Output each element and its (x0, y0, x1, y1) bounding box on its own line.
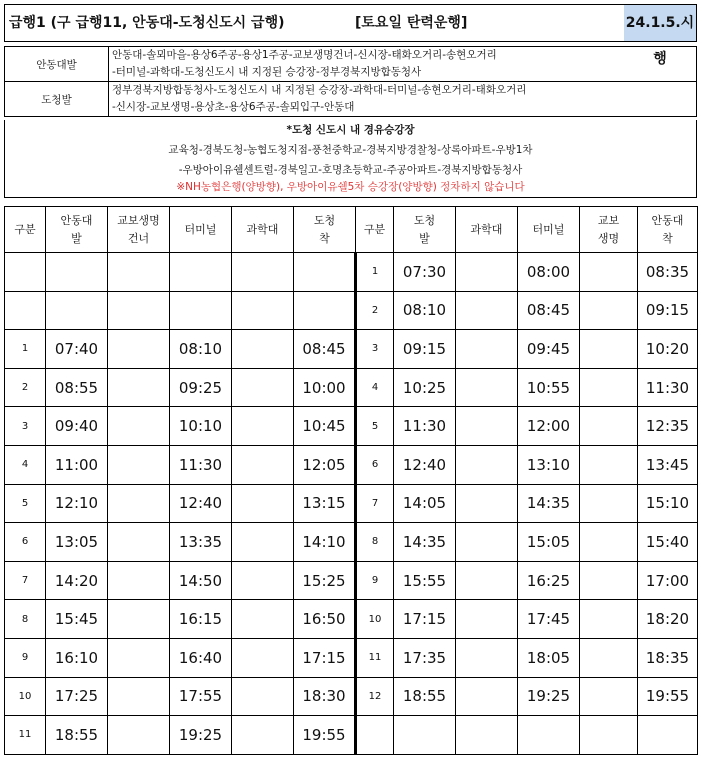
time-cell: 11:30 (394, 407, 456, 446)
time-cell (580, 638, 638, 677)
time-cell: 15:55 (394, 561, 456, 600)
table-row (5, 368, 698, 407)
table-row (5, 484, 698, 523)
time-cell: 12:40 (394, 445, 456, 484)
trip-number-cell: 2 (5, 368, 46, 407)
trip-number-cell: 3 (5, 407, 46, 446)
time-cell: 11:30 (638, 368, 698, 407)
time-cell (518, 716, 580, 755)
time-cell (456, 484, 518, 523)
trip-number-cell (356, 716, 394, 755)
route-row-andong (5, 47, 697, 82)
time-cell (232, 600, 294, 639)
time-cell (456, 600, 518, 639)
time-cell (456, 638, 518, 677)
time-cell (456, 253, 518, 292)
time-cell: 14:10 (294, 523, 356, 562)
time-cell (232, 291, 294, 330)
time-cell (232, 407, 294, 446)
time-cell (108, 716, 170, 755)
table-row (5, 677, 698, 716)
time-cell (170, 253, 232, 292)
trip-number-cell: 11 (356, 638, 394, 677)
time-cell: 10:20 (638, 330, 698, 369)
time-cell (580, 445, 638, 484)
time-cell (456, 407, 518, 446)
trip-number-cell: 7 (356, 484, 394, 523)
table-row (5, 523, 698, 562)
trip-number-cell: 9 (356, 561, 394, 600)
time-cell (46, 253, 108, 292)
time-cell (580, 407, 638, 446)
time-cell: 15:40 (638, 523, 698, 562)
time-cell (580, 484, 638, 523)
time-cell: 11:00 (46, 445, 108, 484)
time-cell: 19:25 (170, 716, 232, 755)
trip-number-cell: 9 (5, 638, 46, 677)
time-cell: 12:35 (638, 407, 698, 446)
time-cell (456, 523, 518, 562)
route-row-docheong (5, 82, 697, 117)
route-title: 급행1 (구 급행11, 안동대-도청신도시 급행) (9, 15, 285, 31)
trip-number-cell: 8 (356, 523, 394, 562)
time-cell: 17:15 (294, 638, 356, 677)
time-cell: 09:45 (518, 330, 580, 369)
trip-number-cell: 3 (356, 330, 394, 369)
time-cell (456, 330, 518, 369)
time-cell: 17:25 (46, 677, 108, 716)
time-cell: 18:35 (638, 638, 698, 677)
time-cell: 09:15 (638, 291, 698, 330)
notes-warning: ※NH농협은행(양방향), 우방아이유쉘5차 승강장(양방향) 정차하지 않습니다 (176, 181, 525, 193)
time-cell: 17:15 (394, 600, 456, 639)
time-cell (108, 484, 170, 523)
time-cell (580, 600, 638, 639)
time-cell: 16:40 (170, 638, 232, 677)
effective-date: 24.1.5.시행 (624, 5, 696, 41)
time-cell: 10:55 (518, 368, 580, 407)
time-cell: 14:50 (170, 561, 232, 600)
trip-number-cell (5, 253, 46, 292)
time-cell: 14:35 (518, 484, 580, 523)
route-descriptions (4, 46, 697, 117)
route-line: 안동대-솔뫼마을-용상6주공-용상1주공-교보생명건너-신시장-태화오거리-송현오거리 (112, 49, 497, 61)
trip-number-cell: 11 (5, 716, 46, 755)
time-cell (108, 291, 170, 330)
column-header (108, 207, 170, 253)
column-header (170, 207, 232, 253)
notes-line: -우방아이유쉘센트럴-경북일고-호명초등학교-주공아파트-경북지방합동청사 (178, 164, 523, 176)
time-cell (108, 677, 170, 716)
column-header-line: 교보 (597, 213, 620, 227)
trip-number-cell: 8 (5, 600, 46, 639)
time-cell: 10:00 (294, 368, 356, 407)
time-cell: 19:55 (638, 677, 698, 716)
column-header-line: 착 (662, 231, 673, 245)
time-cell (456, 677, 518, 716)
time-cell (232, 368, 294, 407)
table-row (5, 600, 698, 639)
time-cell: 10:25 (394, 368, 456, 407)
time-cell (232, 484, 294, 523)
time-cell: 10:45 (294, 407, 356, 446)
notes-line: 교육청-경북도청-농협도청지점-풍천중학교-경북지방경찰청-상록아파트-우방1차 (168, 144, 533, 156)
column-header (294, 207, 356, 253)
time-cell (108, 561, 170, 600)
route-stops (109, 47, 697, 82)
trip-number-cell: 5 (5, 484, 46, 523)
column-header-line: 교보생명 (117, 213, 160, 227)
route-line: -신시장-교보생명-용상초-용상6주공-솔뫼입구-안동대 (112, 101, 355, 113)
time-cell: 15:05 (518, 523, 580, 562)
time-cell: 18:05 (518, 638, 580, 677)
column-header (232, 207, 294, 253)
time-cell: 15:10 (638, 484, 698, 523)
time-cell (456, 368, 518, 407)
column-header-line: 도청 (413, 213, 436, 227)
column-header-line: 안동대 (60, 213, 93, 227)
time-cell (232, 677, 294, 716)
time-cell: 09:15 (394, 330, 456, 369)
time-cell: 08:55 (46, 368, 108, 407)
time-cell: 14:20 (46, 561, 108, 600)
trip-number-cell: 1 (5, 330, 46, 369)
time-cell (580, 368, 638, 407)
route-stops (109, 82, 697, 117)
time-cell: 16:15 (170, 600, 232, 639)
time-cell (580, 253, 638, 292)
time-cell: 15:25 (294, 561, 356, 600)
time-cell (394, 716, 456, 755)
time-cell: 16:25 (518, 561, 580, 600)
time-cell: 13:05 (46, 523, 108, 562)
time-cell (232, 445, 294, 484)
trip-number-cell: 7 (5, 561, 46, 600)
time-cell: 18:55 (46, 716, 108, 755)
time-cell: 08:10 (394, 291, 456, 330)
time-cell (108, 523, 170, 562)
time-cell: 14:35 (394, 523, 456, 562)
column-header (356, 207, 394, 253)
trip-number-cell: 2 (356, 291, 394, 330)
time-cell (108, 253, 170, 292)
time-cell (232, 253, 294, 292)
time-cell (170, 291, 232, 330)
time-cell: 17:00 (638, 561, 698, 600)
time-cell: 08:45 (518, 291, 580, 330)
time-cell (108, 407, 170, 446)
time-cell (108, 330, 170, 369)
trip-number-cell: 6 (356, 445, 394, 484)
time-cell: 13:35 (170, 523, 232, 562)
column-header-line: 구분 (363, 222, 386, 236)
time-cell (232, 523, 294, 562)
time-cell (580, 330, 638, 369)
timetable-grid (4, 206, 698, 755)
time-cell: 13:10 (518, 445, 580, 484)
time-cell: 15:45 (46, 600, 108, 639)
column-header-line: 생명 (597, 231, 620, 245)
time-cell (108, 368, 170, 407)
time-cell (580, 677, 638, 716)
trip-number-cell: 12 (356, 677, 394, 716)
table-row (5, 638, 698, 677)
time-cell: 18:30 (294, 677, 356, 716)
column-header-line: 터미널 (532, 222, 565, 236)
column-header-line: 착 (319, 231, 330, 245)
time-cell: 12:05 (294, 445, 356, 484)
time-cell: 19:25 (518, 677, 580, 716)
column-header-line: 과학대 (246, 222, 279, 236)
time-cell (108, 600, 170, 639)
time-cell: 17:55 (170, 677, 232, 716)
trip-number-cell: 10 (356, 600, 394, 639)
trip-number-cell: 4 (356, 368, 394, 407)
time-cell (108, 638, 170, 677)
column-header-line: 발 (419, 231, 430, 245)
column-header-line: 터미널 (184, 222, 217, 236)
time-cell (456, 445, 518, 484)
column-header-line: 구분 (14, 222, 36, 236)
time-cell (294, 291, 356, 330)
grid-header-row (5, 207, 698, 253)
time-cell (456, 561, 518, 600)
time-cell: 09:40 (46, 407, 108, 446)
column-header (5, 207, 46, 253)
time-cell: 16:10 (46, 638, 108, 677)
time-cell (638, 716, 698, 755)
time-cell (580, 716, 638, 755)
time-cell: 09:25 (170, 368, 232, 407)
time-cell: 10:10 (170, 407, 232, 446)
time-cell (108, 445, 170, 484)
column-header-line: 건너 (127, 231, 150, 245)
time-cell (232, 638, 294, 677)
time-cell: 08:45 (294, 330, 356, 369)
table-row (5, 716, 698, 755)
table-row (5, 291, 698, 330)
time-cell: 12:40 (170, 484, 232, 523)
day-type: [토요일 탄력운행] (355, 15, 468, 31)
column-header (394, 207, 456, 253)
trip-number-cell: 10 (5, 677, 46, 716)
column-header (456, 207, 518, 253)
column-header-line: 발 (71, 231, 82, 245)
time-cell: 17:35 (394, 638, 456, 677)
time-cell (232, 330, 294, 369)
time-cell: 13:45 (638, 445, 698, 484)
time-cell (580, 291, 638, 330)
route-label: 도청발 (5, 82, 109, 117)
column-header (580, 207, 638, 253)
table-row (5, 561, 698, 600)
time-cell: 08:10 (170, 330, 232, 369)
column-header (638, 207, 698, 253)
column-header-line: 도청 (313, 213, 336, 227)
time-cell: 17:45 (518, 600, 580, 639)
notes-heading: *도청 신도시 내 경유승강장 (286, 124, 415, 136)
column-header-line: 안동대 (651, 213, 684, 227)
route-label: 안동대발 (5, 47, 109, 82)
time-cell (580, 523, 638, 562)
time-cell: 11:30 (170, 445, 232, 484)
column-header-line: 과학대 (470, 222, 503, 236)
time-cell: 12:10 (46, 484, 108, 523)
time-cell (232, 716, 294, 755)
time-cell: 14:05 (394, 484, 456, 523)
trip-number-cell: 5 (356, 407, 394, 446)
time-cell: 16:50 (294, 600, 356, 639)
time-cell: 13:15 (294, 484, 356, 523)
time-cell (232, 561, 294, 600)
trip-number-cell: 6 (5, 523, 46, 562)
table-row (5, 445, 698, 484)
table-row (5, 407, 698, 446)
column-header (46, 207, 108, 253)
time-cell: 07:30 (394, 253, 456, 292)
time-cell: 07:40 (46, 330, 108, 369)
trip-number-cell (5, 291, 46, 330)
trip-number-cell: 1 (356, 253, 394, 292)
stop-notes (4, 120, 697, 198)
table-row (5, 253, 698, 292)
column-header (518, 207, 580, 253)
time-cell (580, 561, 638, 600)
time-cell (46, 291, 108, 330)
time-cell: 08:35 (638, 253, 698, 292)
time-cell: 18:20 (638, 600, 698, 639)
time-cell (456, 716, 518, 755)
route-line: 정부경북지방합동청사-도청신도시 내 지정된 승강장-과학대-터미널-송현오거리-태화오거리 (112, 84, 527, 96)
time-cell (294, 253, 356, 292)
table-row (5, 330, 698, 369)
time-cell: 18:55 (394, 677, 456, 716)
time-cell: 12:00 (518, 407, 580, 446)
time-cell (456, 291, 518, 330)
time-cell: 08:00 (518, 253, 580, 292)
trip-number-cell: 4 (5, 445, 46, 484)
route-line: -터미널-과학대-도청신도시 내 지정된 승강장-정부경북지방합동청사 (112, 66, 422, 78)
time-cell: 19:55 (294, 716, 356, 755)
